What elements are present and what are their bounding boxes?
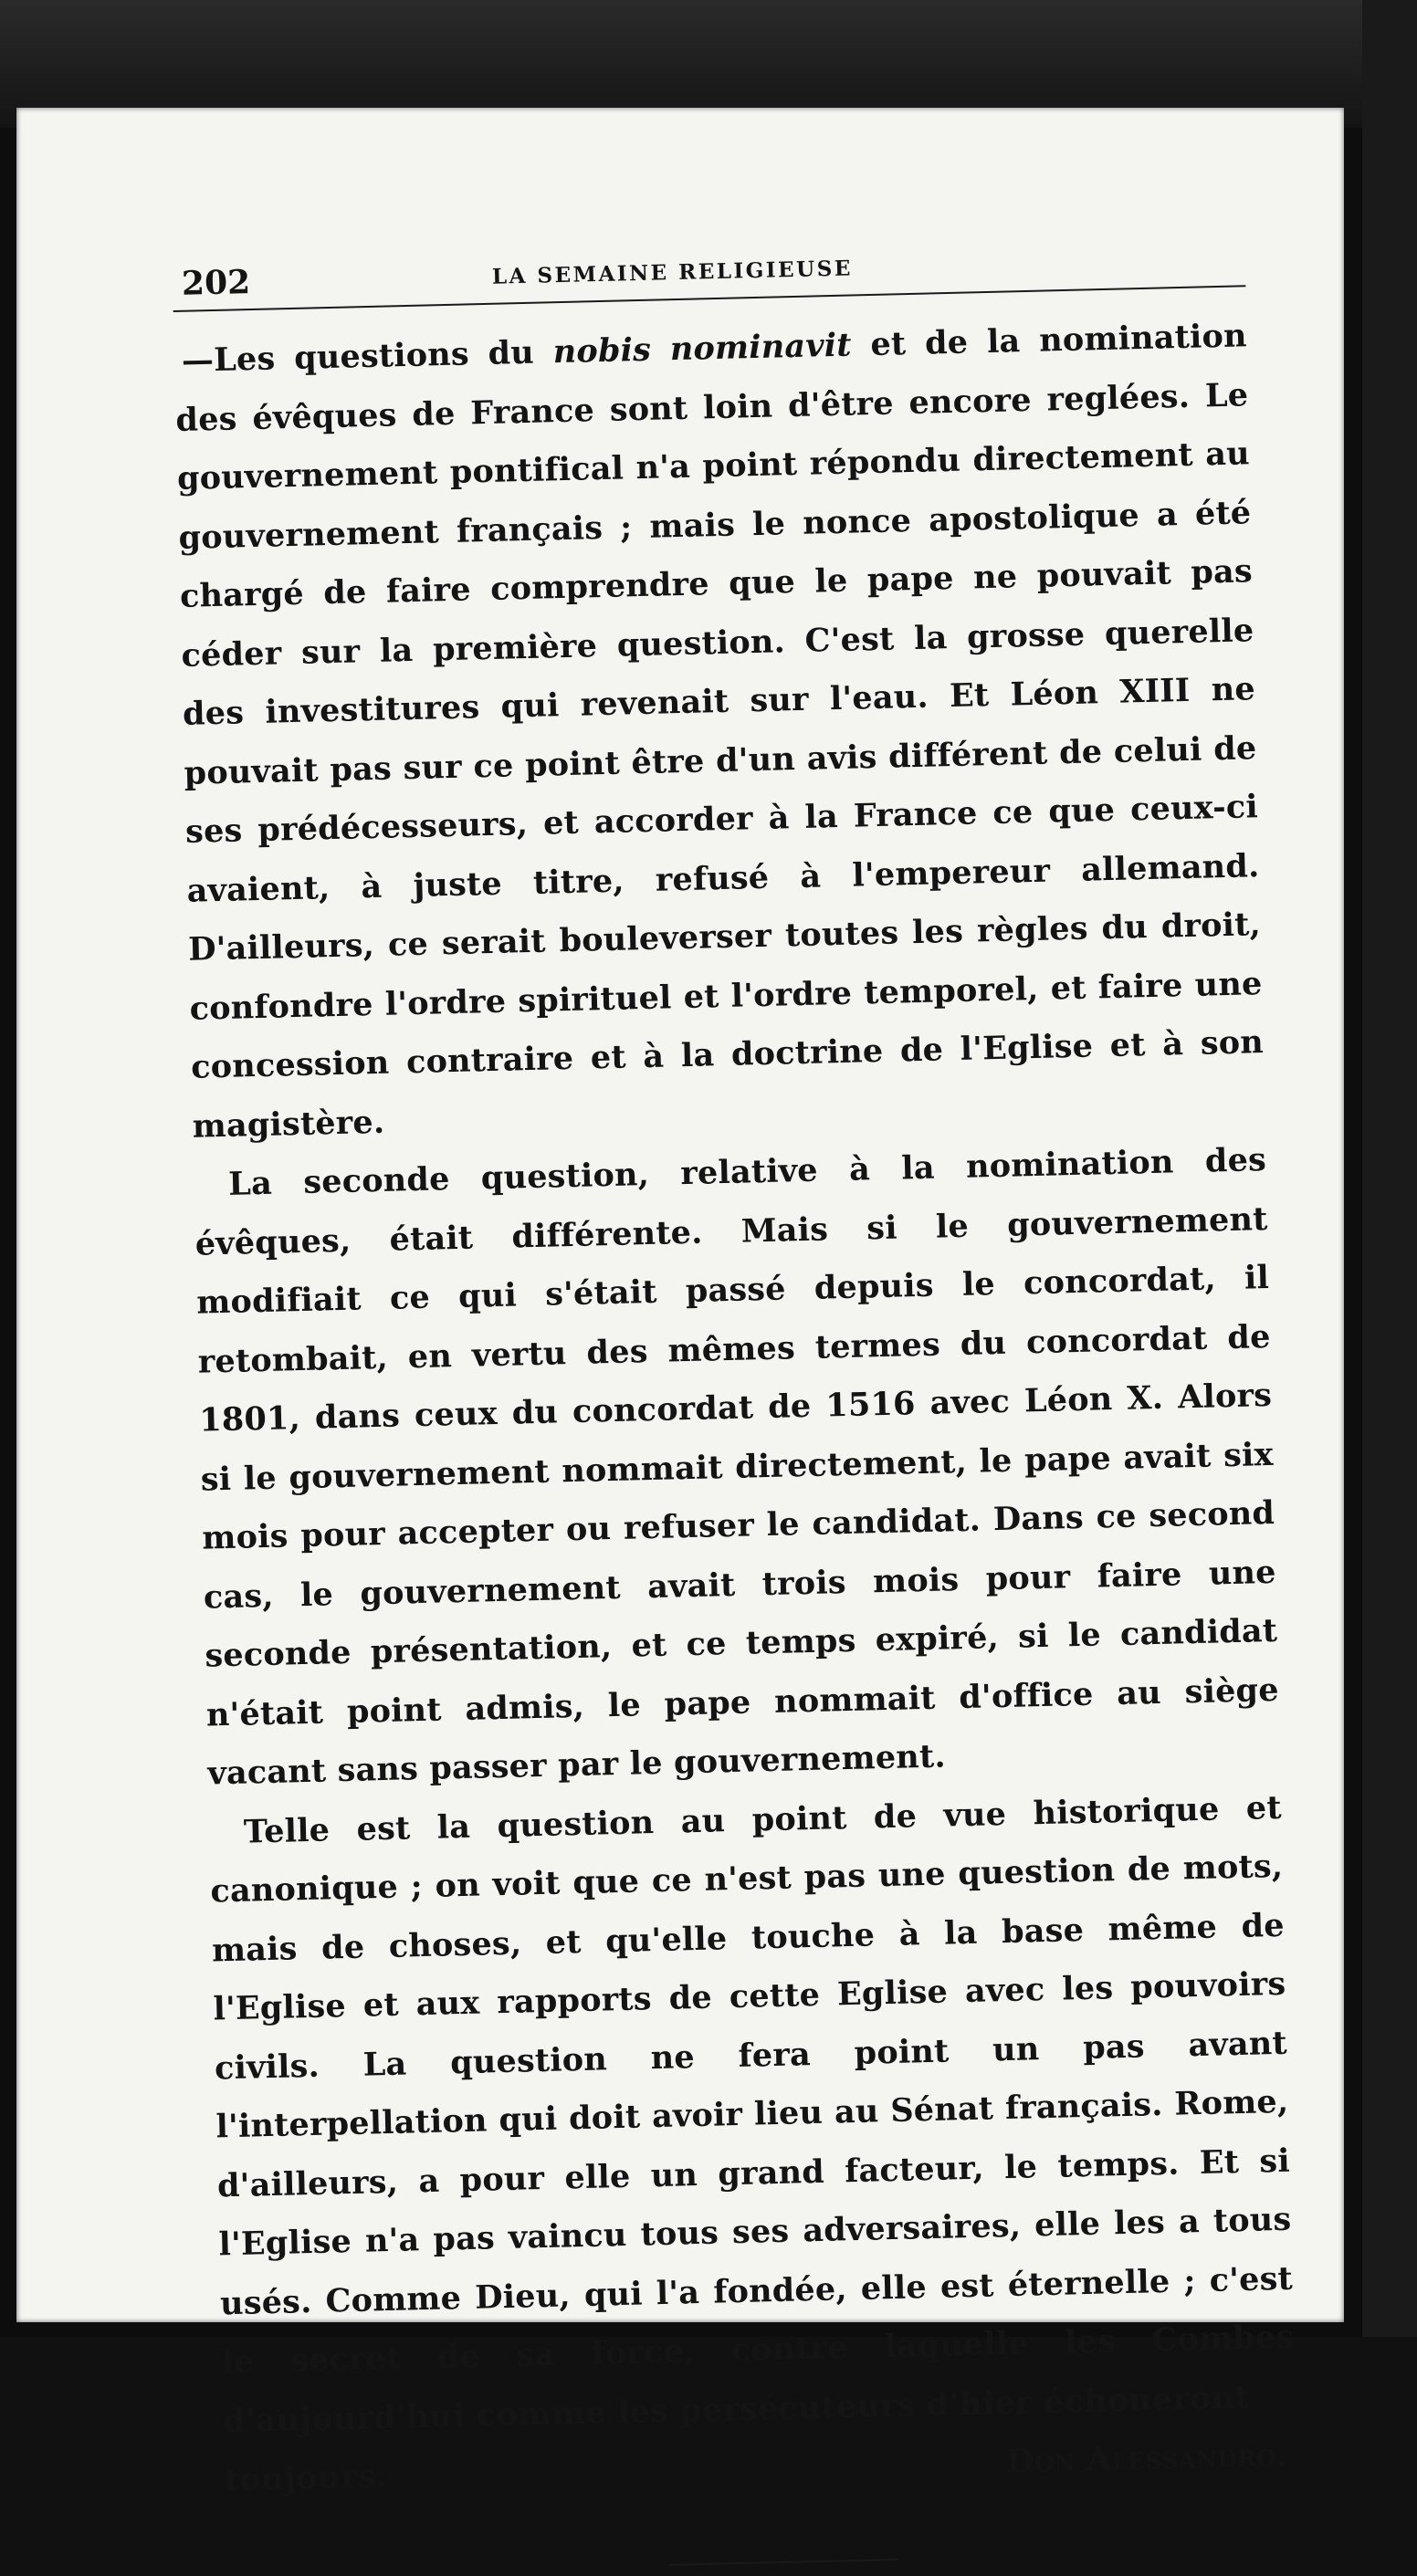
journal-title: LA SEMAINE RELIGIEUSE [491,256,854,289]
paragraph-2: La seconde question, relative à la nomination des évêques, était différente. Mais si le gouvernement modifiait ce qui s'était passé depuis le concordat, il retombait, en vertu des mêmes termes du concordat de 1801, dans ceux du concordat de 1516 avec Léon X. Alors si le gouvernement nommait directement, le pape avait six mois pour accepter ou refuser le candidat. Dans ce second cas, le gouvernement avait trois mois pour faire une seconde présentation, et ce temps expiré, si le candidat n'était point admis, le pape nommait d'office au siège vacant sans passer par le gouvernement. [194,1141,1280,1793]
paragraph-3-last-word: toujours. [224,2457,388,2499]
paragraph-1-rest: et de la nomination des évêques de France sont loin d'être encore reglées. Le gouvernement pontifical n'a point répondu directement au gouvernement français ; mais le nonce apostolique a été chargé de faire comprendre que le pape ne pouvait pas céder sur la première question. C'est la grosse querelle des investitures qui revenait sur l'eau. Et Léon XIII ne pouvait pas sur ce point être d'un avis différent de celui de ses prédécesseurs, et accorder à la France ce que ceux-ci avaient, à juste titre, refusé à l'empereur allemand. D'ailleurs, ce serait bouleverser toutes les règles du droit, confondre l'ordre spirituel et l'ordre temporel, et faire une concession contraire et à la doctrine de l'Eglise et à son magistère. [175,317,1265,1146]
page-number: 202 [181,262,251,303]
closing-rule [669,2558,897,2565]
paragraph-3: Telle est la question au point de vue historique et canonique ; on voit que ce n'est pas une question de mots, mais de choses, et qu'elle touche à la base même de l'Eglise et aux rapports de cette Eglise avec les pouvoirs civils. La question ne fera point un pas avant l'interpellation qui doit avoir lieu au Sénat français. Rome, d'ailleurs, a pour elle un grand facteur, le temps. Et si l'Eglise n'a pas vaincu tous ses adversaires, elle les a tous usés. Comme Dieu, qui l'a fondée, elle est éternelle ; c'est le secret de sa force, contre laquelle les Combes d'aujourd'hui comme les persécuteurs d'hier échoueront [210,1788,1295,2440]
running-head [172,219,1245,310]
paragraph-1-lead: —Les questions du [181,333,554,380]
book-page [16,108,1344,2499]
scan-border-right [1362,0,1417,2337]
article-body [173,307,1297,2510]
author-signature: Don Alessandro. [1005,2435,1288,2481]
page-content [172,219,1299,2575]
latin-phrase: nobis nominavit [552,326,853,372]
paragraph-1 [173,307,1265,1156]
